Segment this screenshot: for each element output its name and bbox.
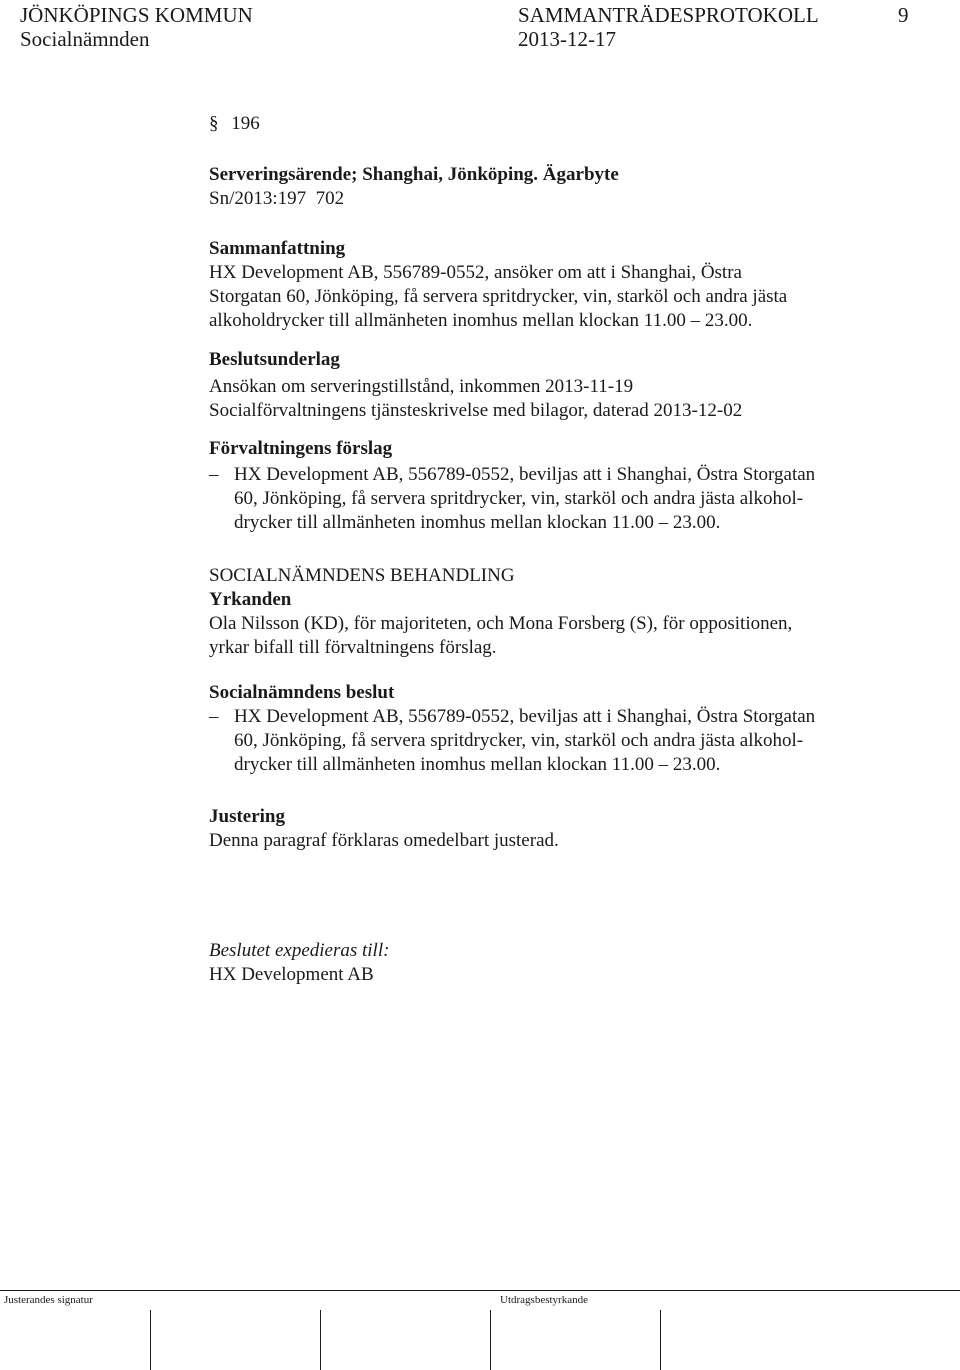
signature-box-divider xyxy=(150,1310,151,1370)
beslut-line: HX Development AB, 556789-0552, beviljas att i Shanghai, Östra Storgatan xyxy=(234,706,816,727)
beslutsunderlag-line: Ansökan om serveringstillstånd, inkommen 2013-11-19 xyxy=(209,376,634,397)
beslut-line: 60, Jönköping, få servera spritdrycker, vin, starköl och andra jästa alkohol- xyxy=(234,730,804,751)
signature-box-divider xyxy=(490,1310,491,1370)
header-page-number: 9 xyxy=(898,3,909,27)
beslutsunderlag-line: Socialförvaltningens tjänsteskrivelse med bilagor, daterad 2013-12-02 xyxy=(209,400,743,421)
behandling-heading: SOCIALNÄMNDENS BEHANDLING xyxy=(209,565,515,586)
forslag-line: 60, Jönköping, få servera spritdrycker, vin, starköl och andra jästa alkohol- xyxy=(234,488,804,509)
yrkanden-line: Ola Nilsson (KD), för majoriteten, och Mona Forsberg (S), för oppositionen, xyxy=(209,613,793,634)
expediering-recipient: HX Development AB xyxy=(209,964,374,985)
beslut-dash: – xyxy=(209,706,219,727)
yrkanden-line: yrkar bifall till förvaltningens förslag. xyxy=(209,637,497,658)
forslag-dash: – xyxy=(209,464,219,485)
footer-signature-label: Justerandes signatur xyxy=(4,1294,93,1306)
case-number: Sn/2013:197 702 xyxy=(209,188,345,209)
paragraph-symbol: § xyxy=(209,113,219,134)
signature-box-divider xyxy=(320,1310,321,1370)
footer-extract-label: Utdragsbestyrkande xyxy=(500,1294,588,1306)
header-doc-type: SAMMANTRÄDESPROTOKOLL xyxy=(518,3,819,27)
paragraph-title: Serveringsärende; Shanghai, Jönköping. Ägarbyte xyxy=(209,164,619,185)
justering-text: Denna paragraf förklaras omedelbart justerad. xyxy=(209,830,559,851)
beslut-heading: Socialnämndens beslut xyxy=(209,682,395,703)
signature-box-divider xyxy=(660,1310,661,1370)
justering-heading: Justering xyxy=(209,806,285,827)
paragraph-number-line xyxy=(209,112,260,135)
expediering-heading: Beslutet expedieras till: xyxy=(209,940,390,961)
header-date: 2013-12-17 xyxy=(518,27,616,51)
header-committee: Socialnämnden xyxy=(20,27,150,51)
footer-divider xyxy=(0,1290,960,1291)
yrkanden-heading: Yrkanden xyxy=(209,589,292,610)
sammanfattning-line: HX Development AB, 556789-0552, ansöker om att i Shanghai, Östra xyxy=(209,262,742,283)
beslutsunderlag-heading: Beslutsunderlag xyxy=(209,349,340,370)
sammanfattning-line: alkoholdrycker till allmänheten inomhus mellan klockan 11.00 – 23.00. xyxy=(209,310,753,331)
forslag-heading: Förvaltningens förslag xyxy=(209,438,393,459)
paragraph-number: 196 xyxy=(231,113,260,134)
header-org: JÖNKÖPINGS KOMMUN xyxy=(20,3,253,27)
sammanfattning-heading: Sammanfattning xyxy=(209,238,346,259)
beslut-line: drycker till allmänheten inomhus mellan klockan 11.00 – 23.00. xyxy=(234,754,721,775)
forslag-line: HX Development AB, 556789-0552, beviljas att i Shanghai, Östra Storgatan xyxy=(234,464,816,485)
sammanfattning-line: Storgatan 60, Jönköping, få servera spritdrycker, vin, starköl och andra jästa xyxy=(209,286,788,307)
forslag-line: drycker till allmänheten inomhus mellan klockan 11.00 – 23.00. xyxy=(234,512,721,533)
